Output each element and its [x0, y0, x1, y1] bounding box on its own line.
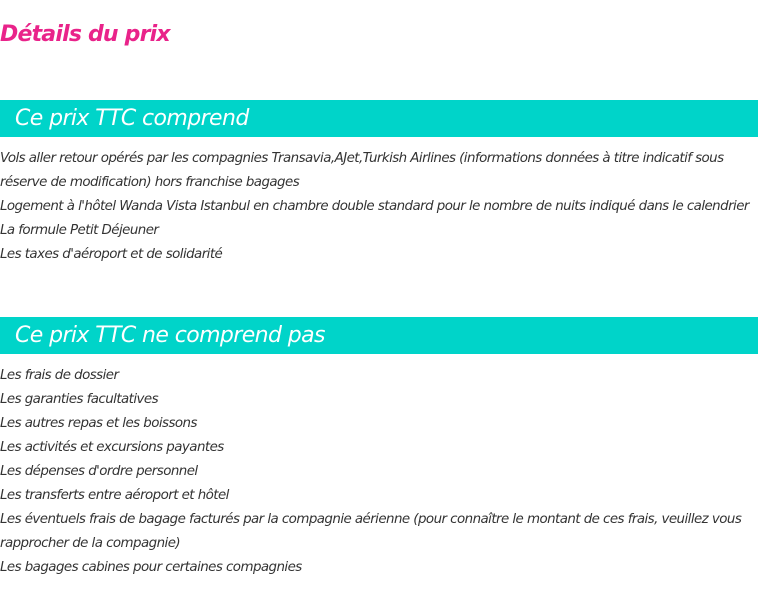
list-item: Les activités et excursions payantes: [0, 440, 224, 455]
list-item: Les autres repas et les boissons: [0, 416, 197, 431]
list-item: La formule Petit Déjeuner: [0, 223, 159, 238]
list-item: Logement à l'hôtel Wanda Vista Istanbul en chambre double standard pour le nombre de nuits indiqué dans le calendrier: [0, 199, 749, 214]
list-item: Les garanties facultatives: [0, 392, 159, 407]
list-item: Les dépenses d'ordre personnel: [0, 464, 198, 479]
list-item: Les taxes d'aéroport et de solidarité: [0, 247, 223, 262]
includes-list: [0, 147, 758, 267]
list-item: Vols aller retour opérés par les compagnies Transavia,AJet,Turkish Airlines (informations données à titre indicatif sous réserve de modification) hors franchise bagages: [0, 151, 724, 190]
list-item: Les frais de dossier: [0, 368, 119, 383]
section-header-excludes: Ce prix TTC ne comprend pas: [0, 317, 758, 354]
page-title: Détails du prix: [0, 22, 170, 47]
section-header-includes: Ce prix TTC comprend: [0, 100, 758, 137]
list-item: Les éventuels frais de bagage facturés par la compagnie aérienne (pour connaître le montant de ces frais, veuillez vous rapprocher de la compagnie): [0, 512, 742, 551]
list-item: Les bagages cabines pour certaines compagnies: [0, 560, 302, 575]
excludes-list: [0, 364, 758, 580]
list-item: Les transferts entre aéroport et hôtel: [0, 488, 229, 503]
